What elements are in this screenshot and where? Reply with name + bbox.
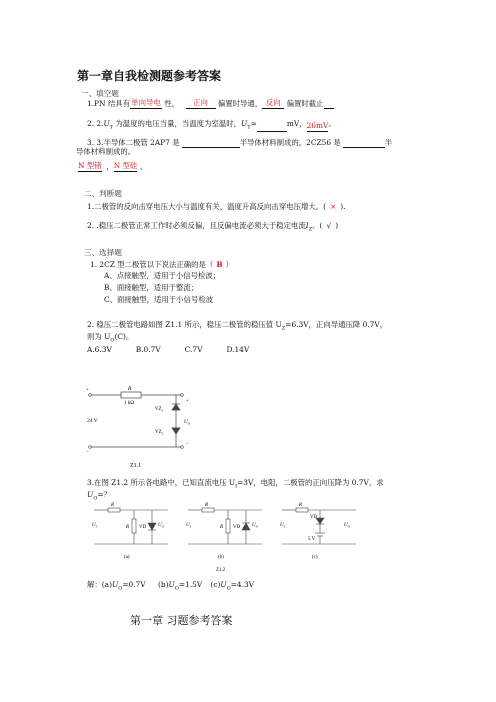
question-3-2: 2. 稳压二极管电路如图 Z1.1 所示，稳压二极管的稳压值 $U_Z=6.3V$，正向导通压降 0.7V， [87,320,388,332]
svg-text:R: R [299,503,303,508]
circuit-figure-z1-1 [84,385,204,475]
question-3-2-options: A.6.3V B.0.7V C.7V D.14V [87,345,250,354]
option-3-1-b: B、面接触型，适用于整流； [104,283,199,292]
svg-text:R: R [126,525,130,530]
svg-text:UI: $U_I$ [92,523,97,529]
question-1-3-answers: N 型锗 ，N 型硅 。 [78,161,148,171]
svg-text:+: + [186,399,189,404]
question-2-2: 2. .稳压二极管正常工作时必须反偏，且反偏电流必须大于稳定电流$I_Z$。( √ ) [87,221,339,233]
svg-text:R: R [220,525,224,530]
svg-text:5 V: 5 V [308,537,316,542]
svg-text:UI: $U_I$ [186,523,191,529]
resistor-label: R [128,386,132,392]
question-2-1: 1.二极管的反向击穿电压大小与温度有关，温度升高反向击穿电压增大。( × ). [87,202,346,211]
svg-text:UI: $U_I$ [280,523,285,529]
svg-text:UO: $U_O$ [158,523,165,529]
circuit-figure-z1-2 [88,500,368,578]
question-3-2-cont: 则为 $U_O(C)$。 [87,332,134,344]
exercise-answers-title: 第一章 习题参考答案 [130,614,233,627]
subfigure-b-label: (b) [218,555,224,560]
svg-text:−: − [186,442,189,447]
question-1-2: 2. $2.U_T$ 为温度的电压当量，当温度为室温时，$U_T\approx$ mV，26mV。 [87,119,336,131]
section-fill-blank-heading: 一、填空题 [81,89,119,98]
svg-text:UO: $U_O$ [344,523,351,529]
question-3-1: 1. 2CZ 型二极管以下说法正确的是（ B ） [90,260,233,269]
zener-1-label: $VZ_1$ [155,407,164,413]
subfigure-a-label: (a) [124,555,130,560]
option-3-1-a: A、点接触型，适用于小信号检波； [104,271,221,280]
svg-text:VD: VD [233,525,241,530]
svg-text:UO: $U_O$ [252,523,259,529]
svg-text:VD: VD [139,525,147,530]
svg-text:−: − [86,450,89,455]
section-choice-heading: 三、选择题 [84,248,122,257]
question-3-3: 3.在图 Z1.2 所示各电路中，已知直流电压 $U_I=3V$，电阻，二极管的正向压降为 0.7V，求 [87,478,384,490]
figure-caption-z1-2: Z1.2 [216,568,226,573]
svg-text:+: + [86,388,89,393]
question-1-1: 1.PN 结具有单向导电 性， 正向 偏置时导通， 反向 偏置时截止 [87,98,334,109]
question-1-3: 3. 3.半导体二极管 2AP7 是 半导体材料制成的，2CZ56 是 半 [87,138,393,147]
subfigure-c-label: (c) [312,555,318,560]
question-1-3-cont: 导体材料制成的。 [76,147,136,156]
source-voltage: 24 V [87,418,98,424]
resistor-value: 1 kΩ [124,401,134,406]
option-3-1-c: C、面接触型，适用于小信号检波 [104,295,214,304]
output-label: $U_O$ [184,420,191,426]
svg-text:VD: VD [310,515,318,520]
svg-text:R: R [111,503,115,508]
section-judge-heading: 二、判断题 [84,189,122,198]
figure-caption-z1-1: Z1.1 [130,463,142,469]
page-title: 第一章自我检测题参考答案 [77,69,222,83]
solution-line: 解：$(a)U_O=0.7V$ $(b)U_O=1.5V$ $(c)U_O=4.3V$ [87,580,255,592]
question-3-3-cont: $U_O=$？ [87,490,111,502]
svg-text:R: R [205,503,209,508]
zener-2-label: $VZ_2$ [155,430,164,436]
